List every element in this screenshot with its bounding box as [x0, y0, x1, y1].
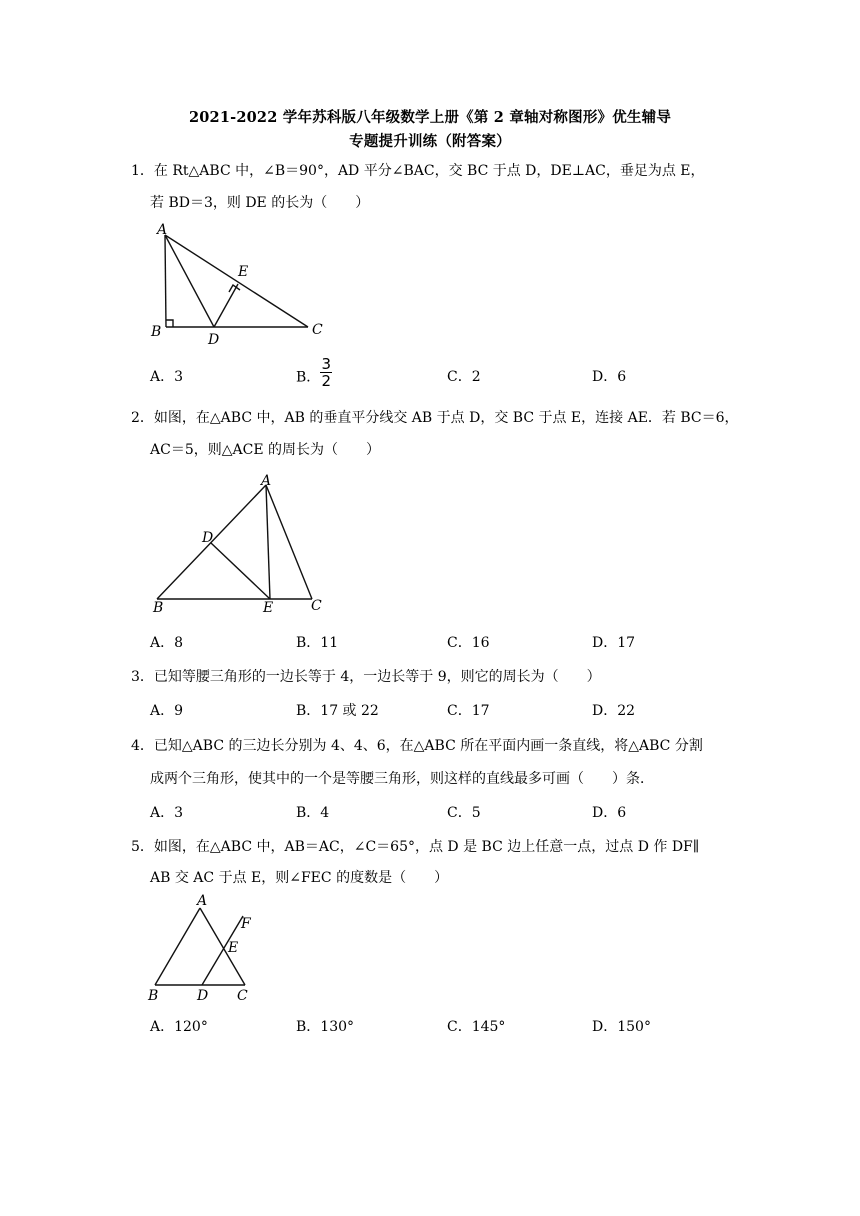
question-4-option-d: D．6 [592, 805, 627, 821]
question-1-figure [140, 220, 340, 350]
label-e: E [263, 600, 274, 616]
question-3-option-d: D．22 [592, 703, 636, 719]
question-5-figure [140, 890, 270, 1010]
label-a: A [261, 473, 272, 489]
question-1-line-1: 1．在 Rt△ABC 中，∠B＝90°，AD 平分∠BAC，交 BC 于点 D，DE⊥AC，垂足为点 E， [131, 163, 705, 179]
label-e: E [238, 264, 249, 280]
label-d: D [202, 530, 214, 546]
label-d: D [197, 988, 209, 1004]
question-1-option-d: D．6 [592, 369, 627, 385]
label-b: B [151, 324, 162, 340]
document-title: 2021-2022 学年苏科版八年级数学上册《第 2 章轴对称图形》优生辅导 [188, 109, 672, 126]
question-3-option-a: A．9 [150, 703, 184, 719]
question-5-option-c: C．145° [447, 1019, 506, 1035]
segment-de [214, 284, 238, 327]
question-5-option-b: B．130° [296, 1019, 355, 1035]
fraction-denominator: 2 [321, 372, 332, 390]
right-angle-mark-b [166, 320, 173, 327]
option-b-letter: B． [296, 369, 321, 386]
segment-ab [155, 908, 200, 985]
question-5-option-d: D．150° [592, 1019, 651, 1035]
question-2-option-d: D．17 [592, 635, 636, 651]
label-c: C [311, 598, 322, 614]
question-1-option-c: C．2 [447, 369, 481, 385]
question-5-line-2: AB 交 AC 于点 E，则∠FEC 的度数是（ ） [150, 870, 449, 886]
segment-ac [165, 235, 308, 327]
question-4-option-c: C．5 [447, 805, 481, 821]
fraction-numerator: 3 [321, 355, 332, 373]
question-4-line-2: 成两个三角形，使其中的一个是等腰三角形，则这样的直线最多可画（ ）条． [150, 771, 654, 787]
question-5-option-a: A．120° [150, 1019, 208, 1035]
question-1-option-b [296, 355, 332, 390]
label-a: A [157, 222, 168, 238]
question-2-option-b: B．11 [296, 635, 339, 651]
question-1-option-a: A．3 [150, 369, 184, 385]
segment-ad [165, 235, 214, 327]
label-e: E [228, 940, 239, 956]
label-d: D [208, 332, 220, 348]
question-2-option-c: C．16 [447, 635, 490, 651]
label-b: B [153, 600, 164, 616]
document-subtitle: 专题提升训练（附答案） [349, 133, 511, 150]
question-5-line-1: 5．如图，在△ABC 中，AB＝AC，∠C＝65°，点 D 是 BC 边上任意一点，过点 D 作 DF∥ [131, 839, 700, 855]
label-c: C [237, 988, 248, 1004]
segment-ac [266, 485, 312, 599]
question-2-option-a: A．8 [150, 635, 184, 651]
question-4-option-a: A．3 [150, 805, 184, 821]
label-f: F [241, 916, 251, 932]
segment-ab [165, 235, 166, 327]
question-2-figure [145, 470, 345, 620]
question-3-line-1: 3．已知等腰三角形的一边长等于 4，一边长等于 9，则它的周长为（ ） [131, 669, 601, 685]
question-4-option-b: B．4 [296, 805, 330, 821]
label-a: A [197, 893, 208, 909]
question-2-line-2: AC＝5，则△ACE 的周长为（ ） [150, 442, 380, 458]
question-3-option-c: C．17 [447, 703, 490, 719]
label-b: B [148, 988, 159, 1004]
segment-ac [200, 908, 245, 985]
segment-de [211, 543, 270, 599]
question-2-line-1: 2．如图，在△ABC 中，AB 的垂直平分线交 AB 于点 D，交 BC 于点 E，连接 AE．若 BC＝6， [131, 410, 739, 426]
question-3-option-b: B．17 或 22 [296, 703, 379, 719]
question-1-line-2: 若 BD＝3，则 DE 的长为（ ） [150, 195, 370, 211]
fraction-three-halves [320, 356, 332, 389]
label-c: C [312, 322, 323, 338]
question-4-line-1: 4．已知△ABC 的三边长分别为 4、4、6，在△ABC 所在平面内画一条直线，将△ABC 分割 [131, 738, 703, 754]
segment-ae [266, 485, 270, 599]
